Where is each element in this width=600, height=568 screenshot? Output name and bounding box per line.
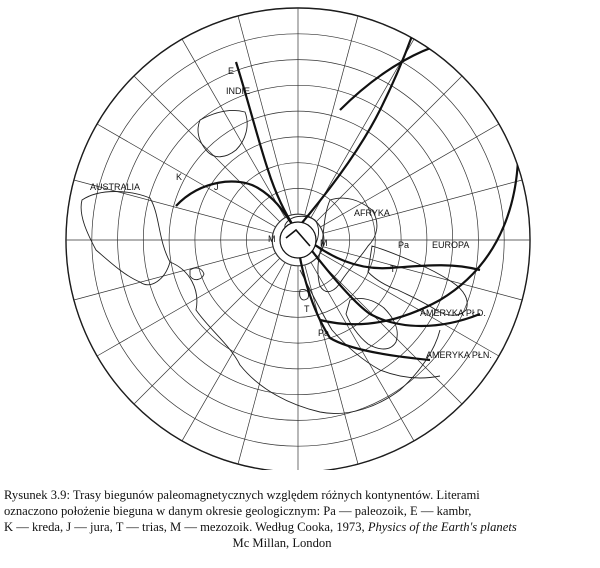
caption-line-3 xyxy=(4,519,600,535)
track-letter-e: E xyxy=(228,66,235,76)
longitude-line xyxy=(323,247,522,300)
label-india: INDIE xyxy=(226,86,251,96)
longitude-line xyxy=(320,124,499,227)
track-letter-t-europe: T xyxy=(390,264,396,274)
track-letter-k: K xyxy=(176,172,183,182)
longitude-line xyxy=(311,262,414,441)
label-south-america: AMERYKA PŁD. xyxy=(420,308,486,318)
indian-coast xyxy=(198,110,247,156)
asia-outline xyxy=(170,262,440,413)
longitude-line xyxy=(134,76,280,222)
europe-outline xyxy=(368,246,467,315)
longitude-line xyxy=(182,262,285,441)
longitude-line xyxy=(238,265,291,464)
track-australia xyxy=(176,182,296,230)
label-africa: AFRYKA xyxy=(354,208,390,218)
pole-region xyxy=(280,222,316,258)
longitude-line xyxy=(316,76,462,222)
track-letter-pa-south: Pa xyxy=(318,328,330,338)
label-australia: AUSTRALIA xyxy=(90,182,141,192)
label-europe: EUROPA xyxy=(432,240,470,250)
caption-line-3-text: K — kreda, J — jura, T — trias, M — mezozoik. Według Cooka, 1973, xyxy=(4,520,368,534)
caption-line-4: Mc Millan, London xyxy=(232,536,332,550)
track-letter-t-south: T xyxy=(304,304,310,314)
longitude-line xyxy=(97,253,276,356)
continent-outlines xyxy=(81,110,470,413)
caption-book-title: Physics of the Earth's planets xyxy=(367,520,517,534)
track-letter-j: J xyxy=(214,182,219,192)
track-north-america xyxy=(296,230,430,360)
caption-line-2: oznaczono położenie bieguna w danym okresie geologicznym: Pa — paleozoik, E — kambr, xyxy=(4,504,472,518)
longitude-line xyxy=(323,180,522,233)
track-letter-pa-europe: Pa xyxy=(398,240,410,250)
small-island-1 xyxy=(190,268,204,280)
track-letter-m-left: M xyxy=(268,234,276,244)
track-letter-m-right: M xyxy=(320,238,328,248)
longitude-line xyxy=(97,124,276,227)
figure-caption xyxy=(4,487,600,551)
caption-line-1: Rysunek 3.9: Trasy biegunów paleomagnetycznych względem różnych kontynentów. Literami xyxy=(4,488,480,502)
label-north-america: AMERYKA PŁN. xyxy=(426,350,492,360)
longitude-line xyxy=(74,247,273,300)
longitude-line xyxy=(134,258,280,404)
